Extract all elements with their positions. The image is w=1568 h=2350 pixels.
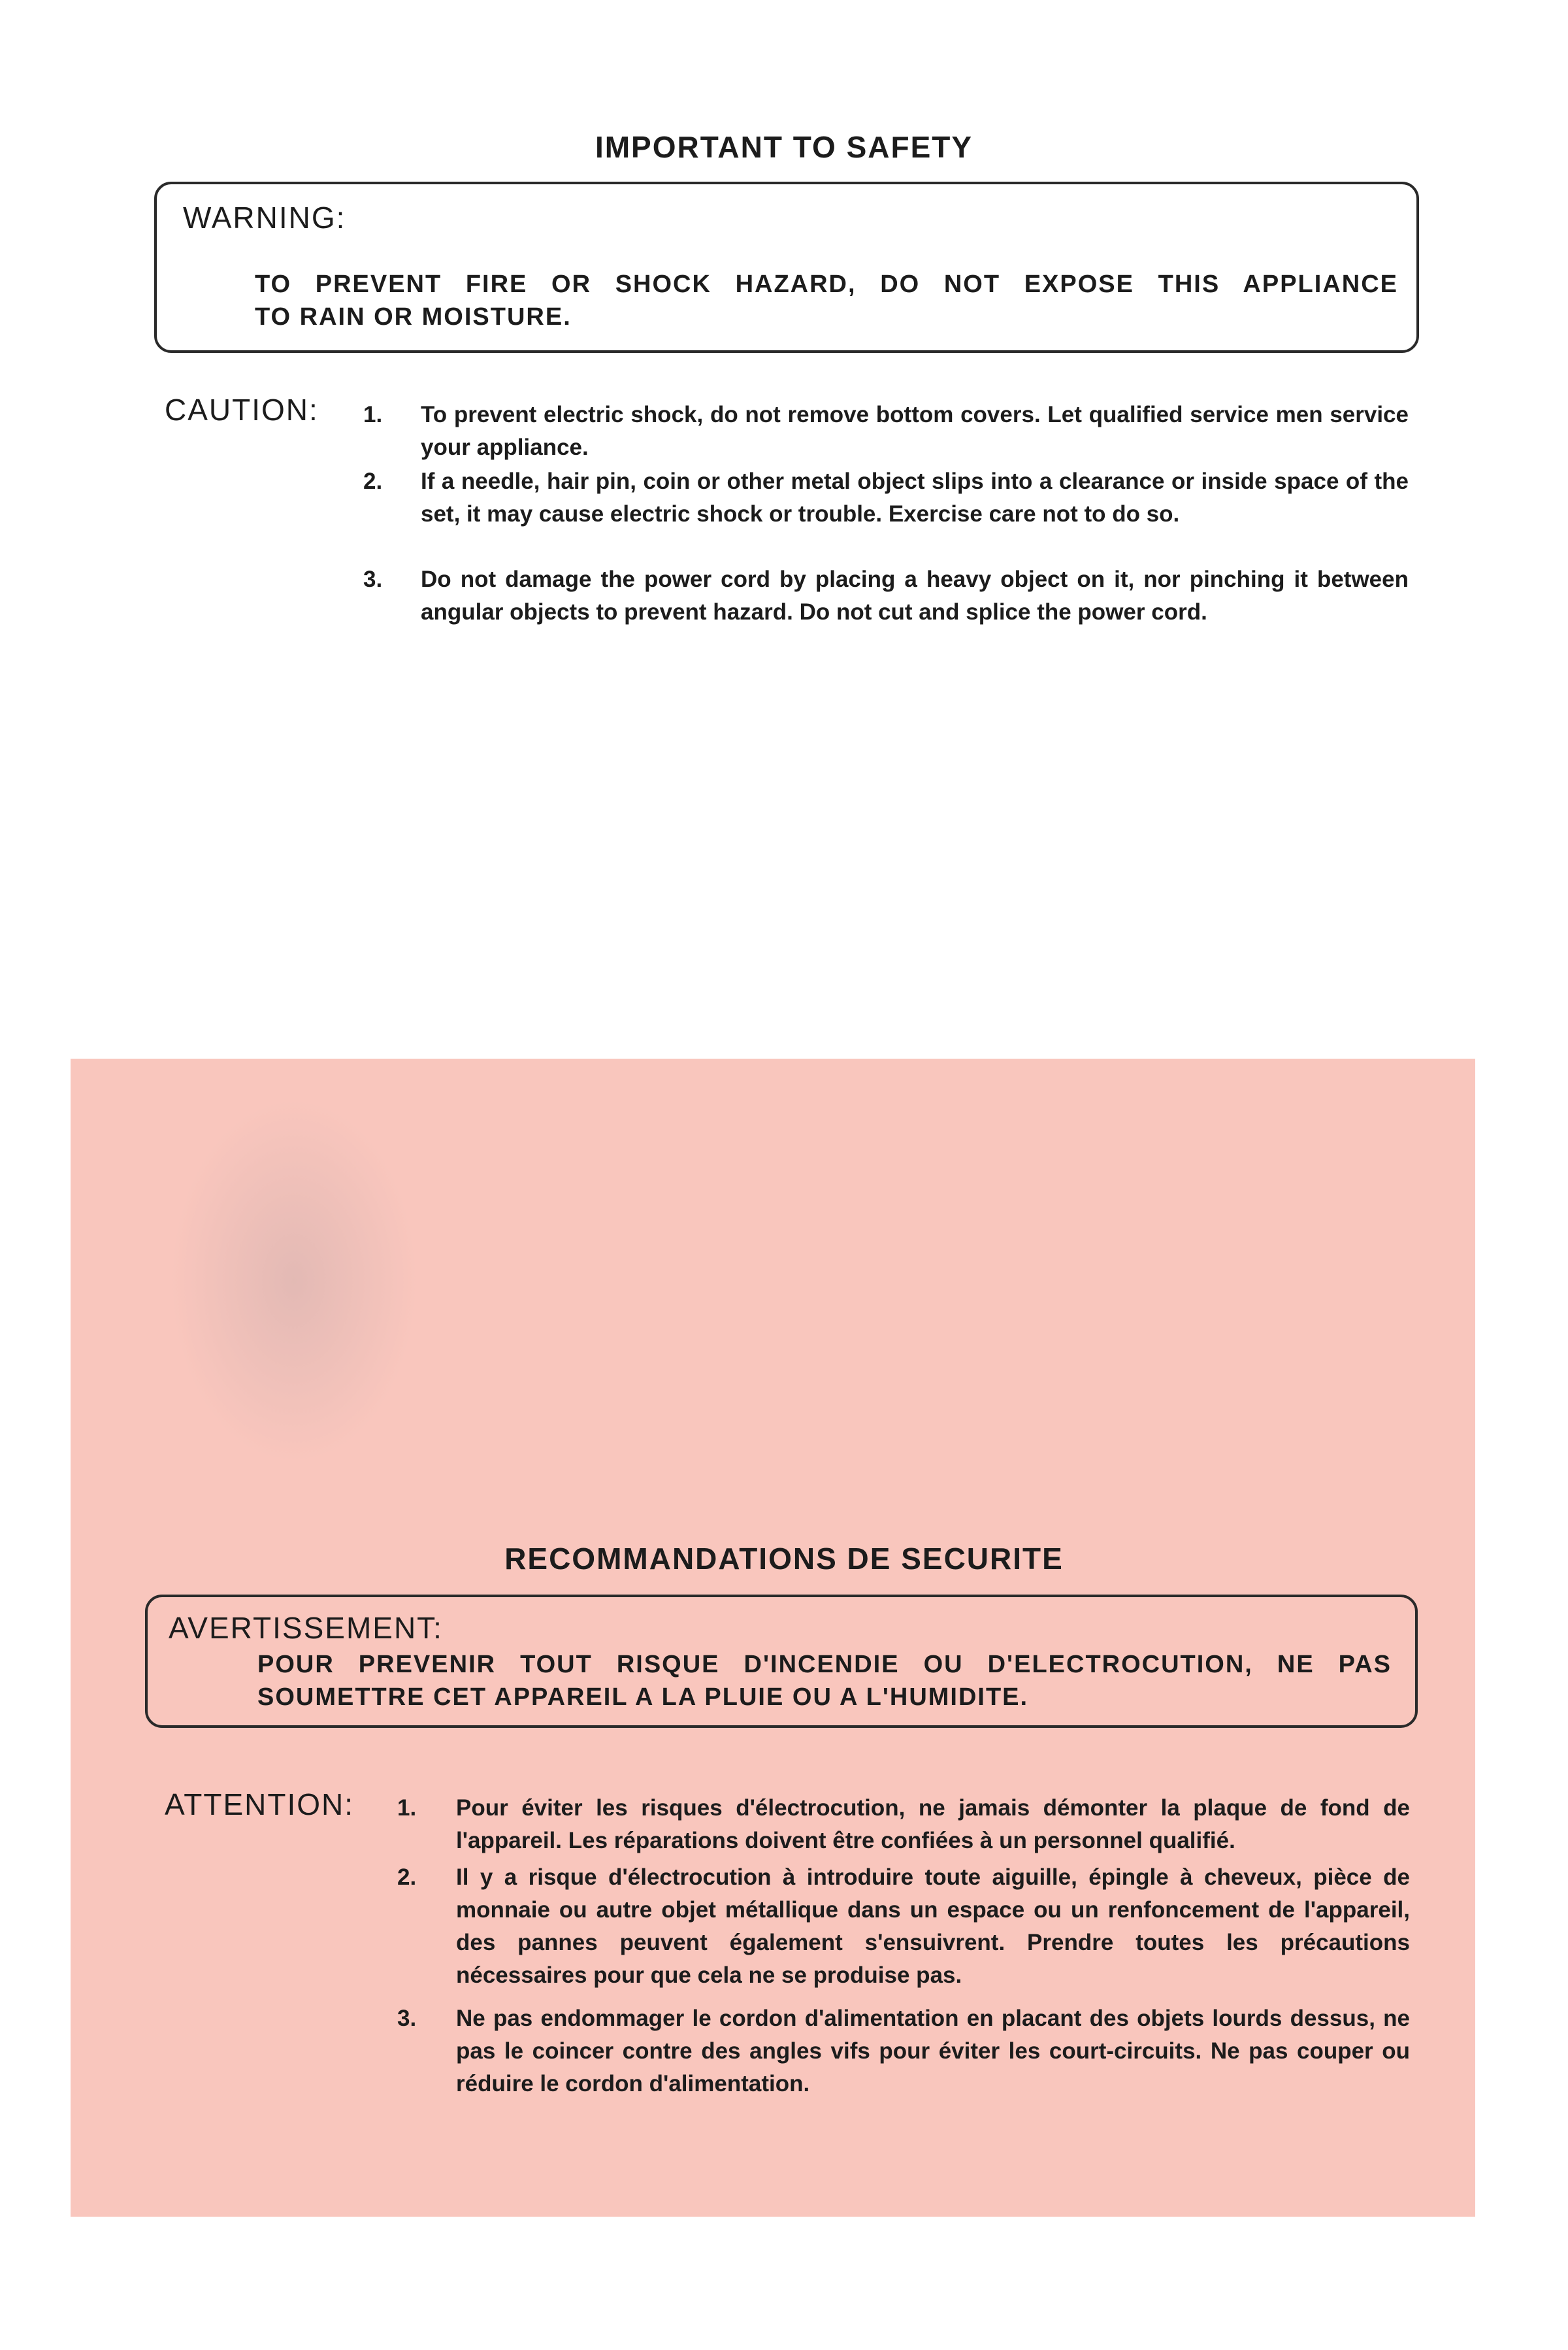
item-number: 1. — [363, 402, 383, 427]
item-number: 3. — [397, 2006, 417, 2031]
french-heading: RECOMMANDATIONS DE SECURITE — [504, 1542, 1064, 1576]
english-warning-text — [255, 268, 1398, 333]
print-smudge — [170, 1098, 418, 1464]
english-heading: IMPORTANT TO SAFETY — [595, 130, 973, 164]
item-number: 2. — [397, 1864, 417, 1890]
item-text: If a needle, hair pin, coin or other metal object slips into a clearance or inside space of the set, it may cause electric shock or trouble. Exercise care not to do so. — [421, 469, 1409, 527]
french-attention-item-1 — [397, 1792, 1410, 1857]
french-warning-label: AVERTISSEMENT: — [169, 1611, 443, 1645]
item-text: Pour éviter les risques d'électrocution, ne jamais démonter la plaque de fond de l'appareil. Les réparations doivent être confiées à un personnel qualifié. — [456, 1795, 1410, 1853]
item-number: 3. — [363, 567, 383, 592]
french-attention-label: ATTENTION: — [165, 1787, 355, 1821]
item-number: 2. — [363, 469, 383, 494]
english-caution-label: CAUTION: — [165, 393, 319, 427]
english-caution-item-3 — [363, 563, 1409, 661]
english-caution-item-1 — [363, 399, 1409, 464]
english-warning-line1: TO PREVENT FIRE OR SHOCK HAZARD, DO NOT EXPOSE THIS APPLIANCE — [255, 271, 1398, 298]
english-caution-item-2 — [363, 465, 1409, 563]
french-warning-line2: SOUMETTRE CET APPAREIL A LA PLUIE OU A L'HUMIDITE. — [257, 1683, 1029, 1711]
english-warning-label: WARNING: — [183, 201, 346, 235]
item-text: Il y a risque d'électrocution à introduire toute aiguille, épingle à cheveux, pièce de monnaie ou autre objet métallique dans un espace ou un renfoncement de l'appareil, des pannes peuvent également s'ensuivrent. Prendre toutes les précautions nécessaires pour que cela ne se produise pas. — [456, 1864, 1410, 1988]
item-text: Ne pas endommager le cordon d'alimentation en placant des objets lourds dessus, ne pas le coincer contre des angles vifs pour éviter les court-circuits. Ne pas couper ou réduire le cordon d'alimentation. — [456, 2006, 1410, 2096]
item-text: Do not damage the power cord by placing a heavy object on it, nor pinching it between angular objects to prevent hazard. Do not cut and splice the power cord. — [421, 567, 1409, 625]
french-warning-text — [257, 1648, 1392, 1713]
french-warning-box — [145, 1595, 1418, 1728]
french-warning-line1: POUR PREVENIR TOUT RISQUE D'INCENDIE OU D'ELECTROCUTION, NE PAS — [257, 1651, 1392, 1678]
item-number: 1. — [397, 1795, 417, 1821]
english-warning-line2: TO RAIN OR MOISTURE. — [255, 303, 572, 331]
french-attention-item-3 — [397, 2002, 1410, 2107]
french-attention-item-2 — [397, 1861, 1410, 1998]
item-text: To prevent electric shock, do not remove bottom covers. Let qualified service men service your appliance. — [421, 402, 1409, 460]
english-warning-box — [154, 182, 1419, 353]
